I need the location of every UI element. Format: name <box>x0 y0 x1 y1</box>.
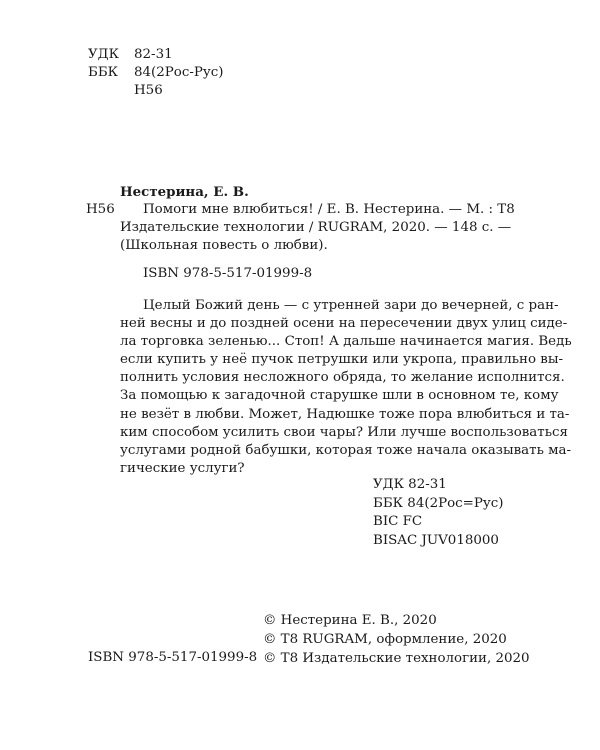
copyright-notices <box>263 611 530 668</box>
bic-code: BIC FC <box>373 514 423 529</box>
bbk-code: ББК 84(2Рос=Рус) <box>373 495 504 511</box>
bbk-row <box>88 64 224 82</box>
abstract-line: не везёт в любви. Может, Надюшке тоже пора влюбиться и та- <box>120 406 570 422</box>
author-mark-top: Н56 <box>134 83 163 98</box>
bib-line: Издательские технологии / RUGRAM, 2020. — 148 с. — <box>120 220 512 235</box>
abstract-line: ней весны и до поздней осени на пересечении двух улиц сиде- <box>120 316 568 332</box>
author-mark-row <box>88 82 224 100</box>
bibliographic-description <box>120 201 515 255</box>
abstract <box>120 297 572 478</box>
bbk-value: 84(2Рос-Рус) <box>134 65 224 80</box>
abstract-line: ла торговка зеленью... Стоп! А дальше начинается магия. Ведь <box>120 334 572 350</box>
udk-label: УДК <box>88 47 119 62</box>
bib-line: Помоги мне влюбиться! / Е. В. Нестерина. — М. : Т8 <box>143 202 515 217</box>
abstract-line: ким способом усилить свои чары? Или лучше воспользоваться <box>120 424 568 440</box>
isbn-bottom: ISBN 978-5-517-01999-8 <box>88 650 258 665</box>
bbk-label: ББК <box>88 65 119 80</box>
abstract-line: полнить условия несложного обряда, то желание исполнится. <box>120 370 565 386</box>
abstract-line: услугами родной бабушки, которая тоже начала оказывать ма- <box>120 442 572 458</box>
author-mark: Н56 <box>86 202 115 217</box>
abstract-line: гические услуги? <box>120 460 245 476</box>
copyright-line: © Т8 Издательские технологии, 2020 <box>263 651 530 666</box>
copyright-line: © T8 RUGRAM, оформление, 2020 <box>263 632 507 647</box>
bisac-code: BISAC JUV018000 <box>373 532 499 548</box>
author-heading: Нестерина, Е. В. <box>120 184 249 200</box>
classification-codes <box>373 476 504 550</box>
isbn-record: ISBN 978-5-517-01999-8 <box>143 266 313 281</box>
bib-line: (Школьная повесть о любви). <box>120 238 328 253</box>
abstract-line: Целый Божий день — с утренней зари до вечерней, с ран- <box>143 298 559 313</box>
copyright-line: © Нестерина Е. В., 2020 <box>263 613 437 628</box>
abstract-line: если купить у неё пучок петрушки или укропа, правильно вы- <box>120 352 564 368</box>
udk-row <box>88 46 224 64</box>
udk-value: 82-31 <box>134 47 173 62</box>
top-classification-codes <box>88 46 224 100</box>
udk-code: УДК 82-31 <box>373 477 447 492</box>
abstract-line: За помощью к загадочной старушке шли в основном те, кому <box>120 388 559 404</box>
